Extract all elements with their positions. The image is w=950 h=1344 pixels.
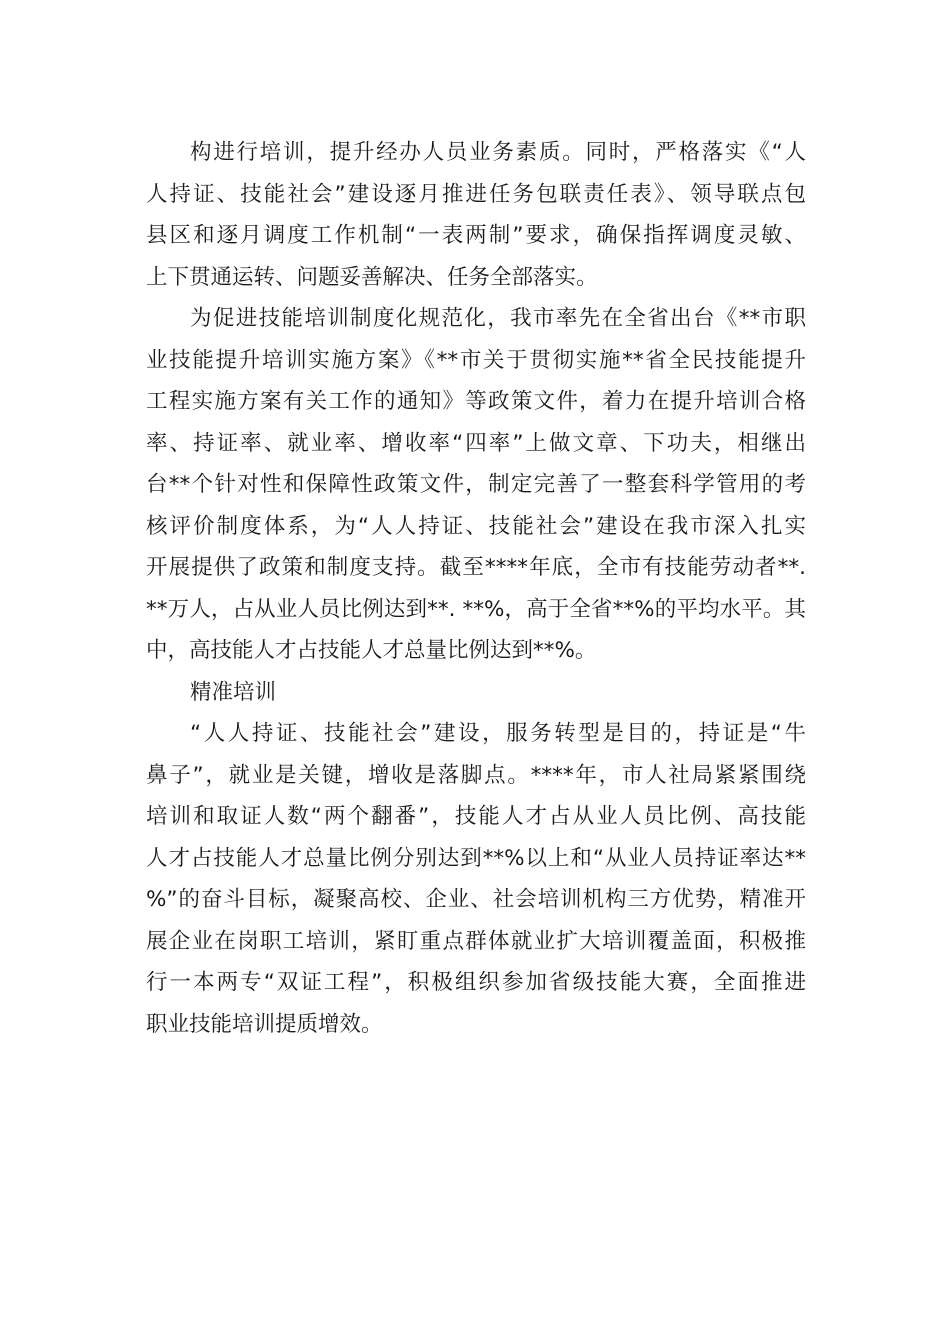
text-line: 核评价制度体系，为“人人持证、技能社会”建设在我市深入扎实 xyxy=(146,513,806,539)
text-line: 人才占技能人才总量比例分别达到**%以上和“从业人员持证率达** xyxy=(146,845,806,871)
text-line: 人持证、技能社会”建设逐月推进任务包联责任表》、领导联点包 xyxy=(146,181,806,207)
text-line: 展企业在岗职工培训，紧盯重点群体就业扩大培训覆盖面，积极推 xyxy=(146,928,806,954)
text-line: **万人，占从业人员比例达到**. **%，高于全省**%的平均水平。其 xyxy=(146,596,806,622)
text-line: 率、持证率、就业率、增收率“四率”上做文章、下功夫，相继出 xyxy=(146,430,806,456)
text-line: 工程实施方案有关工作的通知》等政策文件，着力在提升培训合格 xyxy=(146,389,806,414)
text-line: 构进行培训，提升经办人员业务素质。同时，严格落实《“人 xyxy=(190,140,806,165)
text-line: 鼻子”，就业是关键，增收是落脚点。****年，市人社局紧紧围绕 xyxy=(146,762,806,788)
text-line: 上下贯通运转、问题妥善解决、任务全部落实。 xyxy=(146,264,598,290)
section-heading: 精准培训 xyxy=(190,679,277,705)
text-line: 中，高技能人才占技能人才总量比例达到**%。 xyxy=(146,638,597,663)
text-line: 县区和逐月调度工作机制“一表两制”要求，确保指挥调度灵敏、 xyxy=(146,223,806,248)
text-line: %”的奋斗目标，凝聚高校、企业、社会培训机构三方优势，精准开 xyxy=(146,887,806,912)
text-line: 行一本两专“双证工程”，积极组织参加省级技能大赛，全面推进 xyxy=(146,970,806,995)
document-body xyxy=(146,132,806,1045)
text-line: 职业技能培训提质增效。 xyxy=(146,1011,383,1037)
text-line: 业技能提升培训实施方案》《**市关于贯彻实施**省全民技能提升 xyxy=(146,347,806,373)
text-line: 培训和取证人数“两个翻番”，技能人才占从业人员比例、高技能 xyxy=(146,804,806,829)
text-line: “人人持证、技能社会”建设，服务转型是目的，持证是“牛 xyxy=(190,721,806,746)
text-line: 为促进技能培训制度化规范化，我市率先在全省出台《**市职 xyxy=(190,306,806,331)
text-line: 台**个针对性和保障性政策文件，制定完善了一整套科学管用的考 xyxy=(146,472,806,497)
text-line: 开展提供了政策和制度支持。截至****年底，全市有技能劳动者**. xyxy=(146,555,806,580)
